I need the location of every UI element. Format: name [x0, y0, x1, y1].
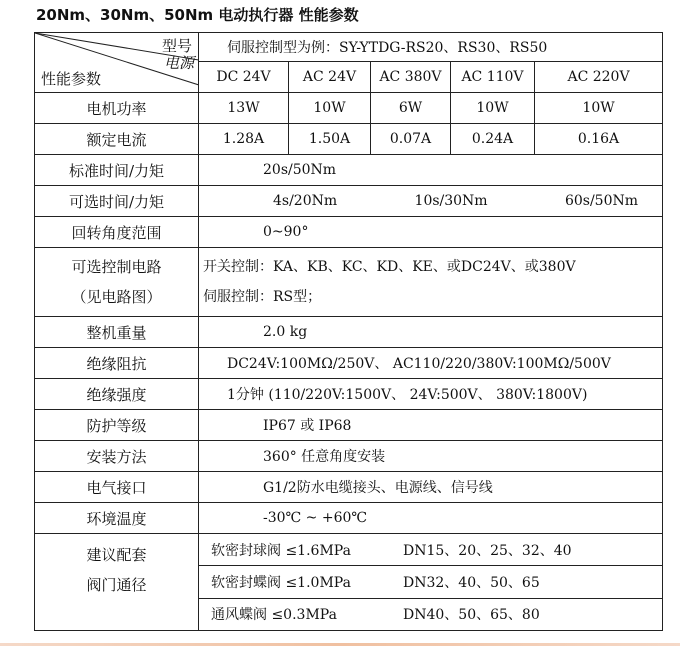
rated-current-label: 额定电流 [35, 124, 199, 155]
valve-type: 软密封球阀 ≤1.6MPa [211, 542, 351, 559]
valve-sizes: DN32、40、50、65 [403, 574, 540, 591]
control-circuit-value [199, 248, 663, 317]
control-circuit-label-line1: 可选控制电路 [71, 258, 162, 276]
valve-type: 软密封蝶阀 ≤1.0MPa [211, 574, 351, 591]
table-row [35, 503, 663, 534]
table-row [35, 93, 663, 124]
table-row [35, 348, 663, 379]
motor-power-value: 10W [451, 93, 535, 124]
insulation-strength-label: 绝缘强度 [35, 379, 199, 410]
protection-value: IP67 或 IP68 [199, 410, 663, 441]
temperature-value: -30℃ ~ +60℃ [199, 503, 663, 534]
electrical-label: 电气接口 [35, 472, 199, 503]
motor-power-value: 10W [289, 93, 371, 124]
rated-current-value: 1.50A [289, 124, 371, 155]
angle-value: 0~90° [199, 217, 663, 248]
temperature-label: 环境温度 [35, 503, 199, 534]
table-row [35, 317, 663, 348]
electrical-value: G1/2防水电缆接头、电源线、信号线 [199, 472, 663, 503]
valve-type: 通风蝶阀 ≤0.3MPa [211, 607, 337, 624]
standard-time-label: 标准时间/力矩 [35, 155, 199, 186]
voltage-ac24: AC 24V [289, 62, 371, 93]
diagonal-header-cell [35, 33, 199, 93]
insulation-resistance-label: 绝缘阻抗 [35, 348, 199, 379]
table-row [35, 248, 663, 317]
power-label: 电源 [163, 54, 194, 72]
standard-time-value: 20s/50Nm [199, 155, 663, 186]
optional-time-value: 60s/50Nm [564, 193, 639, 209]
table-row [35, 217, 663, 248]
voltage-ac110: AC 110V [451, 62, 535, 93]
insulation-resistance-value: DC24V:100MΩ/250V、 AC110/220/380V:100MΩ/500V [199, 348, 663, 379]
valve-row [199, 534, 663, 566]
motor-power-value: 13W [199, 93, 289, 124]
rated-current-value: 1.28A [199, 124, 289, 155]
valve-sizes: DN15、20、25、32、40 [403, 542, 572, 559]
spec-table [34, 32, 663, 631]
valve-row [199, 598, 663, 630]
motor-power-value: 10W [535, 93, 663, 124]
weight-value: 2.0 kg [199, 317, 663, 348]
control-circuit-label [35, 248, 199, 317]
voltage-ac380: AC 380V [371, 62, 451, 93]
optional-time-cell [199, 186, 663, 217]
weight-label: 整机重量 [35, 317, 199, 348]
install-label: 安装方法 [35, 441, 199, 472]
table-row [35, 124, 663, 155]
optional-time-label: 可选时间/力矩 [35, 186, 199, 217]
motor-power-value: 6W [371, 93, 451, 124]
motor-power-label: 电机功率 [35, 93, 199, 124]
valve-label-line2: 阀门通径 [86, 576, 147, 594]
bottom-divider [0, 643, 680, 646]
rated-current-value: 0.16A [535, 124, 663, 155]
rated-current-value: 0.07A [371, 124, 451, 155]
insulation-strength-value: 1分钟 (110/220V:1500V、 24V:500V、 380V:1800V) [199, 379, 663, 410]
voltage-dc24: DC 24V [199, 62, 289, 93]
voltage-ac220: AC 220V [535, 62, 663, 93]
valve-sizes: DN40、50、65、80 [403, 607, 540, 624]
table-row [35, 534, 663, 566]
table-row [35, 410, 663, 441]
valve-label [35, 534, 199, 631]
angle-label: 回转角度范围 [35, 217, 199, 248]
table-row [35, 155, 663, 186]
performance-label: 性能参数 [41, 70, 102, 88]
rated-current-value: 0.24A [451, 124, 535, 155]
table-row [35, 472, 663, 503]
optional-time-value: 4s/20Nm [273, 193, 338, 209]
valve-label-line1: 建议配套 [86, 546, 147, 564]
servo-model-note: 伺服控制型为例：SY-YTDG-RS20、RS30、RS50 [199, 33, 663, 62]
table-row [35, 379, 663, 410]
table-row [35, 441, 663, 472]
page-title: 20Nm、30Nm、50Nm 电动执行器 性能参数 [36, 6, 359, 24]
control-circuit-label-line2: （见电路图） [71, 288, 162, 306]
protection-label: 防护等级 [35, 410, 199, 441]
valve-row [199, 566, 663, 598]
model-label: 型号 [161, 37, 192, 55]
install-value: 360° 任意角度安装 [199, 441, 663, 472]
optional-time-value: 10s/30Nm [414, 193, 488, 209]
table-header-row [35, 33, 663, 62]
servo-control-line: 伺服控制：RS型； [203, 289, 322, 305]
table-row [35, 186, 663, 217]
switch-control-line: 开关控制：KA、KB、KC、KD、KE、或DC24V、或380V [203, 259, 576, 275]
